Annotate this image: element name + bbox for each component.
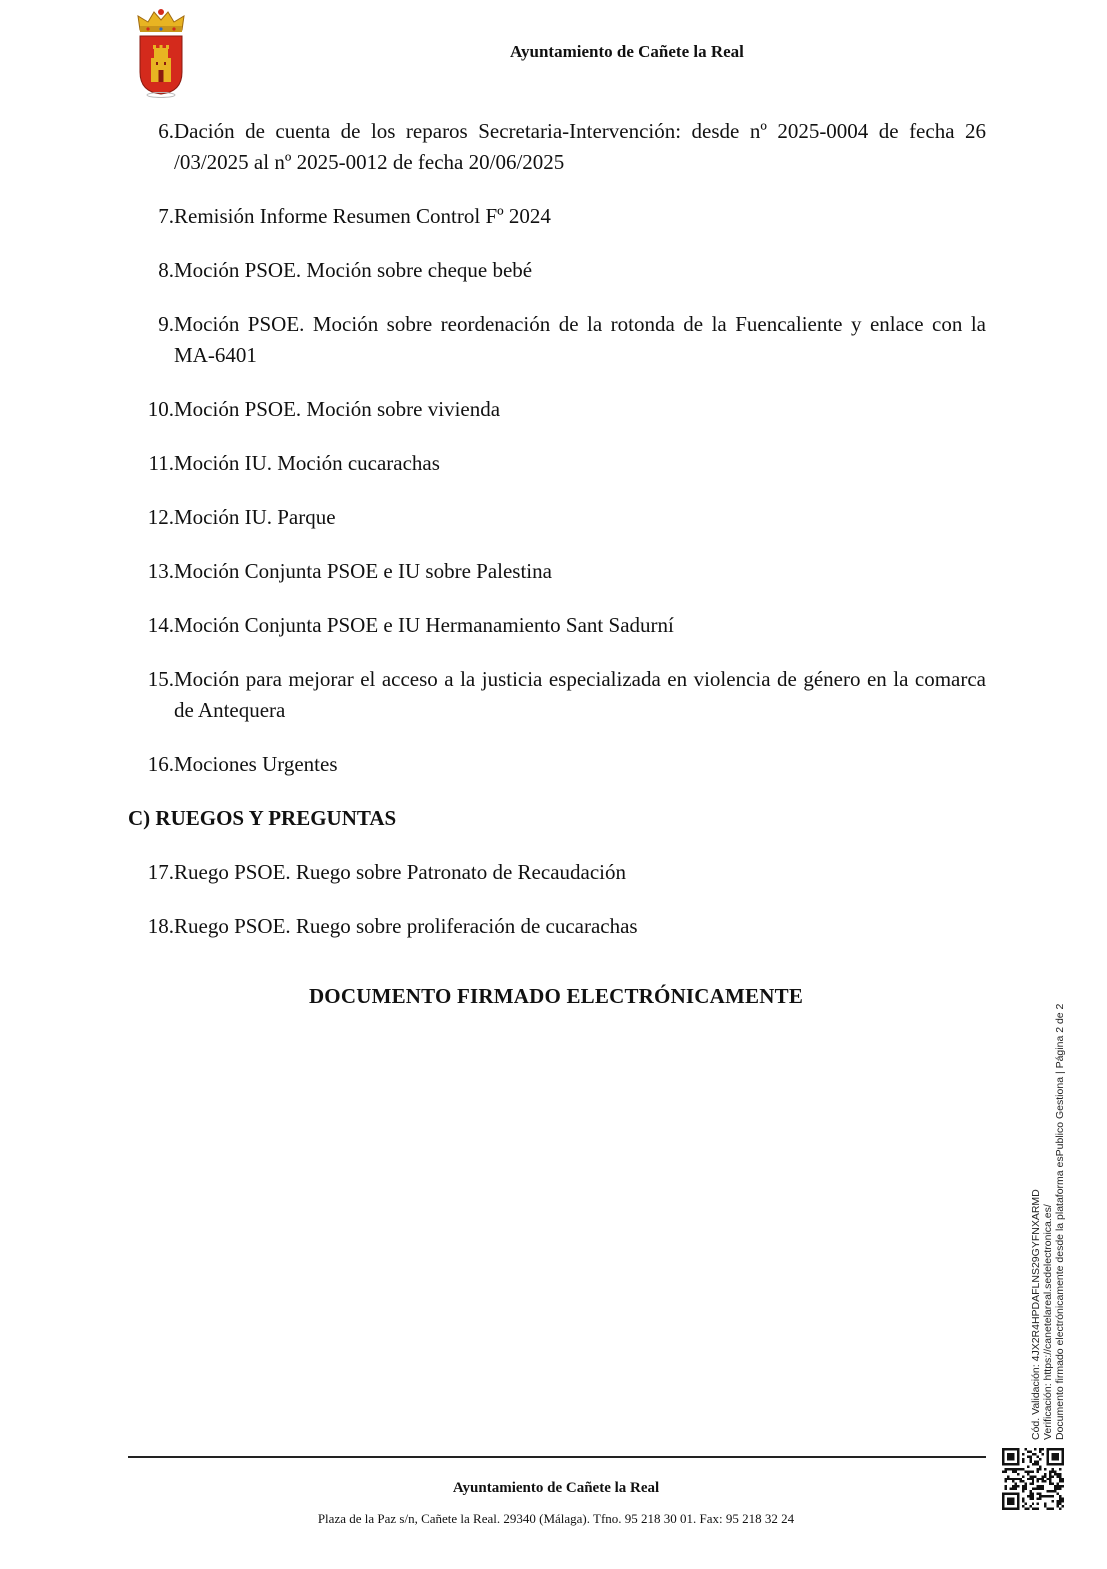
qr-code-icon[interactable] bbox=[1002, 1448, 1064, 1510]
item-text: Moción PSOE. Moción sobre vivienda bbox=[174, 397, 501, 421]
item-number: 17. bbox=[147, 860, 174, 884]
verification-url[interactable]: Verificación: https://canetelareal.sedelectronica.es/ bbox=[1042, 1204, 1054, 1440]
validation-sidebar bbox=[1030, 970, 1066, 1440]
list-item bbox=[128, 255, 986, 286]
item-number: 9. bbox=[158, 312, 174, 336]
list-item bbox=[128, 911, 986, 942]
item-number: 10. bbox=[147, 397, 174, 421]
item-number: 13. bbox=[147, 559, 174, 583]
list-item bbox=[128, 610, 986, 641]
list-item bbox=[128, 502, 986, 533]
item-number: 8. bbox=[158, 258, 174, 282]
list-item bbox=[128, 309, 986, 371]
list-item bbox=[128, 857, 986, 888]
footer-title: Ayuntamiento de Cañete la Real bbox=[452, 1480, 660, 1496]
footer-divider bbox=[128, 1456, 986, 1458]
list-item bbox=[128, 116, 986, 178]
item-number: 12. bbox=[147, 505, 174, 529]
item-number: 16. bbox=[147, 752, 174, 776]
item-number: 11. bbox=[148, 451, 174, 475]
item-text: Dación de cuenta de los reparos Secretaria-Intervención: desde nº 2025-0004 de fecha 26 /03/2025 al nº 2025-0012 de fecha 20/06/2025 bbox=[174, 119, 986, 174]
item-text: Moción PSOE. Moción sobre cheque bebé bbox=[174, 258, 533, 282]
item-text: Ruego PSOE. Ruego sobre proliferación de cucarachas bbox=[174, 914, 638, 938]
item-number: 14. bbox=[147, 613, 174, 637]
item-text: Mociones Urgentes bbox=[174, 752, 338, 776]
list-item bbox=[128, 394, 986, 425]
list-item bbox=[128, 201, 986, 232]
agenda-list bbox=[128, 116, 986, 965]
item-text: Ruego PSOE. Ruego sobre Patronato de Recaudación bbox=[174, 860, 626, 884]
item-number: 7. bbox=[158, 204, 174, 228]
signed-notice: DOCUMENTO FIRMADO ELECTRÓNICAMENTE bbox=[308, 984, 804, 1008]
list-item bbox=[128, 448, 986, 479]
list-item bbox=[128, 664, 986, 726]
list-item bbox=[128, 749, 986, 780]
footer-address: Plaza de la Paz s/n, Cañete la Real. 29340 (Málaga). Tfno. 95 218 30 01. Fax: 95 218 32 24 bbox=[317, 1511, 795, 1526]
item-text: Moción Conjunta PSOE e IU sobre Palestina bbox=[174, 559, 552, 583]
item-number: 15. bbox=[147, 667, 174, 691]
header-title: Ayuntamiento de Cañete la Real bbox=[510, 42, 744, 61]
item-text: Moción Conjunta PSOE e IU Hermanamiento Sant Sadurní bbox=[174, 613, 674, 637]
section-heading: C) RUEGOS Y PREGUNTAS bbox=[128, 806, 397, 830]
item-text: Moción para mejorar el acceso a la justicia especializada en violencia de género en la comarca de Antequera bbox=[174, 667, 986, 722]
item-text: Moción IU. Parque bbox=[174, 505, 336, 529]
item-text: Moción IU. Moción cucarachas bbox=[174, 451, 440, 475]
municipal-crest-logo bbox=[134, 6, 188, 98]
item-number: 18. bbox=[147, 914, 174, 938]
item-text: Remisión Informe Resumen Control Fº 2024 bbox=[174, 204, 551, 228]
validation-code: Cód. Validación: 4JX2R4HPDAFLNS29GYFNXARMD bbox=[1030, 1189, 1042, 1440]
list-item bbox=[128, 556, 986, 587]
signature-note: Documento firmado electrónicamente desde la plataforma esPublico Gestiona | Página 2 de 2 bbox=[1054, 1003, 1066, 1440]
item-text: Moción PSOE. Moción sobre reordenación de la rotonda de la Fuencaliente y enlace con la MA-6401 bbox=[174, 312, 986, 367]
item-number: 6. bbox=[158, 119, 174, 143]
